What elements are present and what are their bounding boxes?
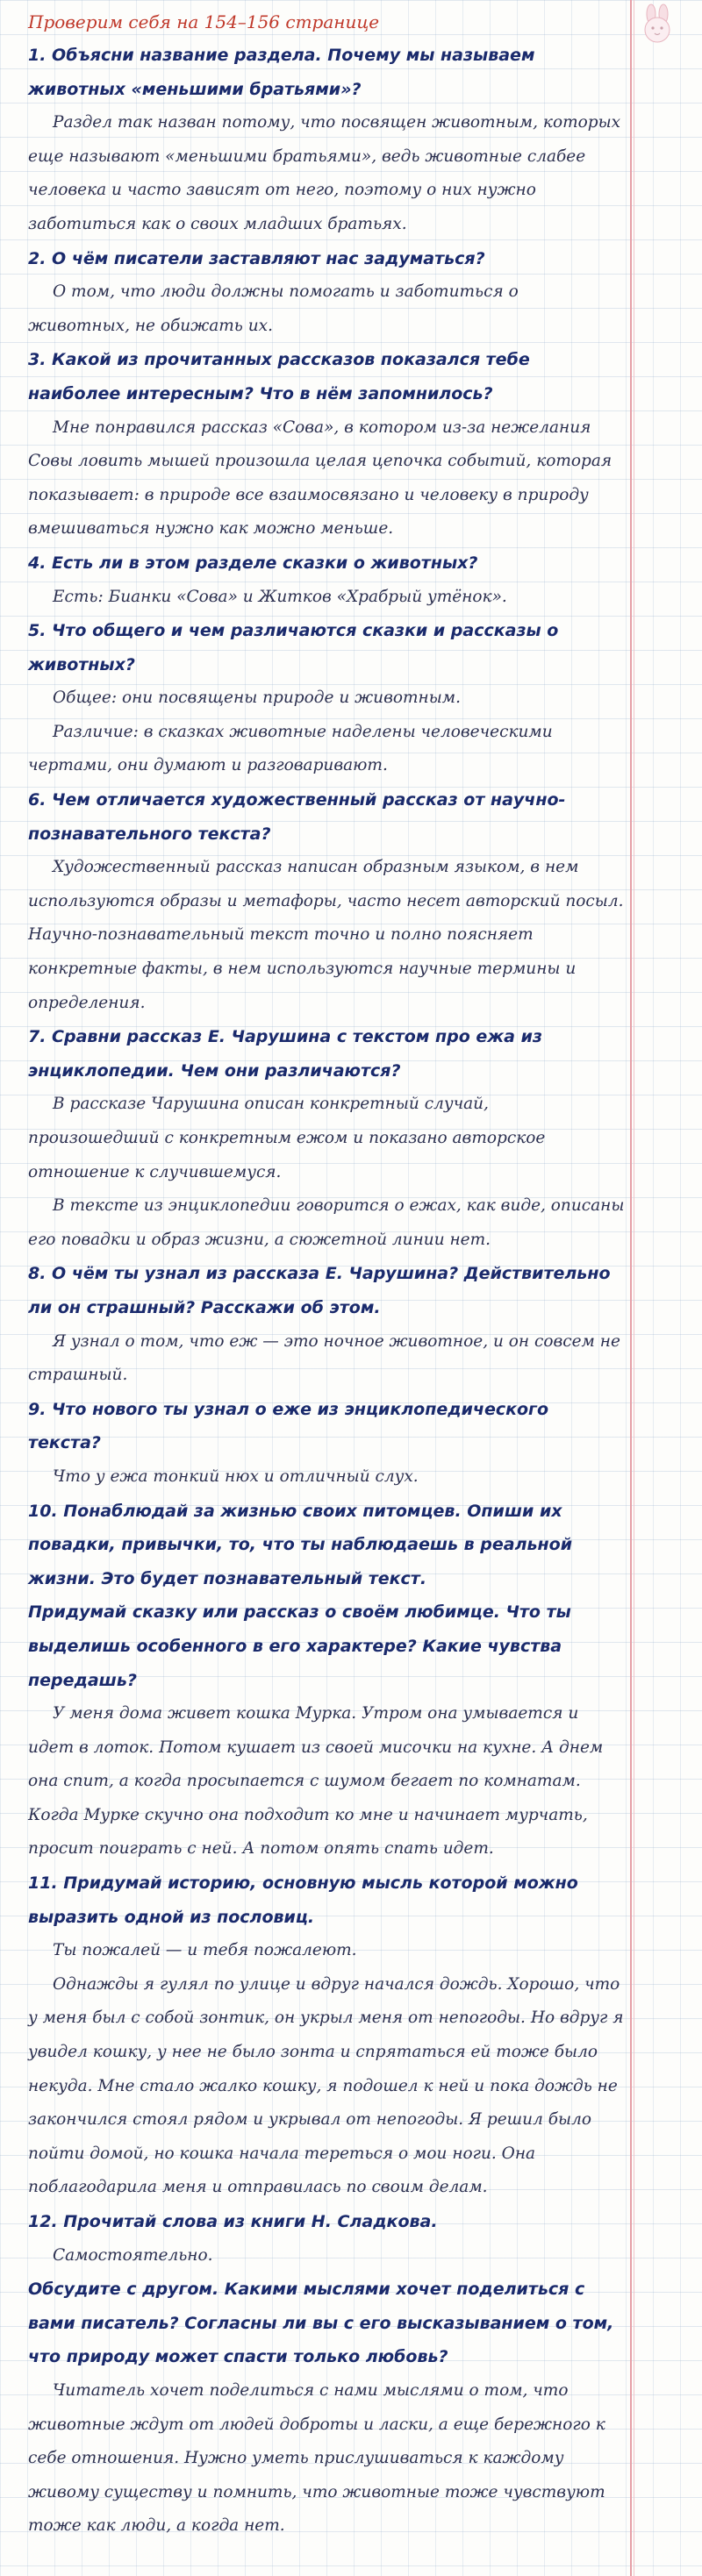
qa-list [28, 39, 625, 2544]
question-text: 4. Есть ли в этом разделе сказки о животных? [28, 553, 478, 573]
question-text: 1. Объясни название раздела. Почему мы называем животных «меньшими братьями»? [28, 46, 535, 99]
answer-text: Самостоятельно. [53, 2245, 213, 2265]
answer-text: О том, что люди должны помогать и заботиться о животных, не обижать их. [28, 282, 519, 335]
question-text: Обсудите с другом. Какими мыслями хочет поделиться с вами писатель? Согласны ли вы с его высказыванием о том, что природу может спасти только любовь? [28, 2280, 614, 2367]
answer-text: Читатель хочет поделиться с нами мыслями о том, что животные ждут от людей доброты и ласки, а еще бережного к себе отношения. Нужно уметь прислушиваться к каждому живому существу и помнить, что животные тоже чувствуют тоже как люди, а когда нет. [28, 2380, 605, 2536]
question-text: 8. О чём ты узнал из рассказа Е. Чарушина? Действительно ли он страшный? Расскажи об этом. [28, 1264, 611, 1317]
answer-text: Я узнал о том, что еж — это ночное животное, и он совсем не страшный. [28, 1331, 620, 1385]
margin-line [630, 0, 632, 2576]
bunny-logo-icon [632, 4, 683, 46]
question-text: 11. Придумай историю, основную мысль которой можно выразить одной из пословиц. [28, 1873, 578, 1927]
answer-text: Художественный рассказ написан образным языком, в нем используются образы и метафоры, часто несет авторский посыл. Научно-познавательный текст точно и полно поясняет конкретные факты, в нем используются научные термины и определения. [28, 858, 624, 1012]
question-text: 3. Какой из прочитанных рассказов показался тебе наиболее интересным? Что в нём запомнилось? [28, 350, 530, 403]
question-text: 10. Понаблюдай за жизнью своих питомцев. Опиши их повадки, привычки, то, что ты наблюдаешь в реальной жизни. Это будет познавательный текст. [28, 1501, 573, 1588]
question-text: 7. Сравни рассказ Е. Чарушина с текстом про ежа из энциклопедии. Чем они различаются? [28, 1027, 542, 1081]
answer-text: Различие: в сказках животные наделены человеческими чертами, они думают и разговаривают. [28, 722, 553, 775]
answer-text: Общее: они посвящены природе и животным. [53, 689, 462, 708]
question-text: 9. Что нового ты узнал о еже из энциклопедического текста? [28, 1399, 549, 1453]
question-text: Придумай сказку или рассказ о своём любимце. Что ты выделишь особенного в его характере? Какие чувства передашь? [28, 1602, 571, 1690]
answer-text: Мне понравился рассказ «Сова», в котором из-за нежелания Совы ловить мышей произошла целая цепочка событий, которая показывает: в природе все взаимосвязано и человеку в природу вмешиваться нужно как можно меньше. [28, 417, 612, 539]
page-header: Проверим себя на 154–156 странице [28, 11, 380, 32]
answer-text: В тексте из энциклопедии говорится о ежах, как виде, описаны его повадки и образ жизни, а сюжетной линии нет. [28, 1196, 625, 1249]
answer-text: Раздел так назван потому, что посвящен животным, которых еще называют «меньшими братьями», ведь животные слабее человека и часто зависят от него, поэтому о них нужно заботиться как о своих младших братьях. [28, 113, 621, 233]
question-text: 2. О чём писатели заставляют нас задуматься? [28, 248, 485, 268]
answer-text: Ты пожалей — и тебя пожалеют. [53, 1941, 357, 1960]
worksheet-content [28, 5, 625, 2544]
answer-text: В рассказе Чарушина описан конкретный случай, произошедший с конкретным ежом и показано авторское отношение к случившемуся. [28, 1095, 546, 1181]
answer-text: У меня дома живет кошка Мурка. Утром она умывается и идет в лоток. Потом кушает из своей мисочки на кухне. А днем она спит, а когда просыпается с шумом бегает по комнатам. Когда Мурке скучно она подходит ко мне и начинает мурчать, просит поиграть с ней. А потом опять спать идет. [28, 1704, 604, 1859]
question-text: 5. Что общего и чем различаются сказки и рассказы о животных? [28, 621, 559, 674]
answer-text: Есть: Бианки «Сова» и Житков «Храбрый утёнок». [53, 587, 507, 606]
question-text: 12. Прочитай слова из книги Н. Сладкова. [28, 2212, 438, 2231]
answer-text: Однажды я гулял по улице и вдруг начался дождь. Хорошо, что у меня был с собой зонтик, он укрыл меня от непогоды. Но вдруг я увидел кошку, у нее не было зонта и спрятаться ей тоже было некуда. Мне стало жалко кошку, я подошел к ней и пока дождь не закончился стоял рядом и укрывал от непогоды. Я решил было пойти домой, но кошка начала тереться о мои ноги. Она поблагодарила меня и отправилась по своим делам. [28, 1974, 624, 2197]
question-text: 6. Чем отличается художественный рассказ от научно-познавательного текста? [28, 790, 566, 844]
answer-text: Что у ежа тонкий нюх и отличный слух. [53, 1466, 419, 1486]
